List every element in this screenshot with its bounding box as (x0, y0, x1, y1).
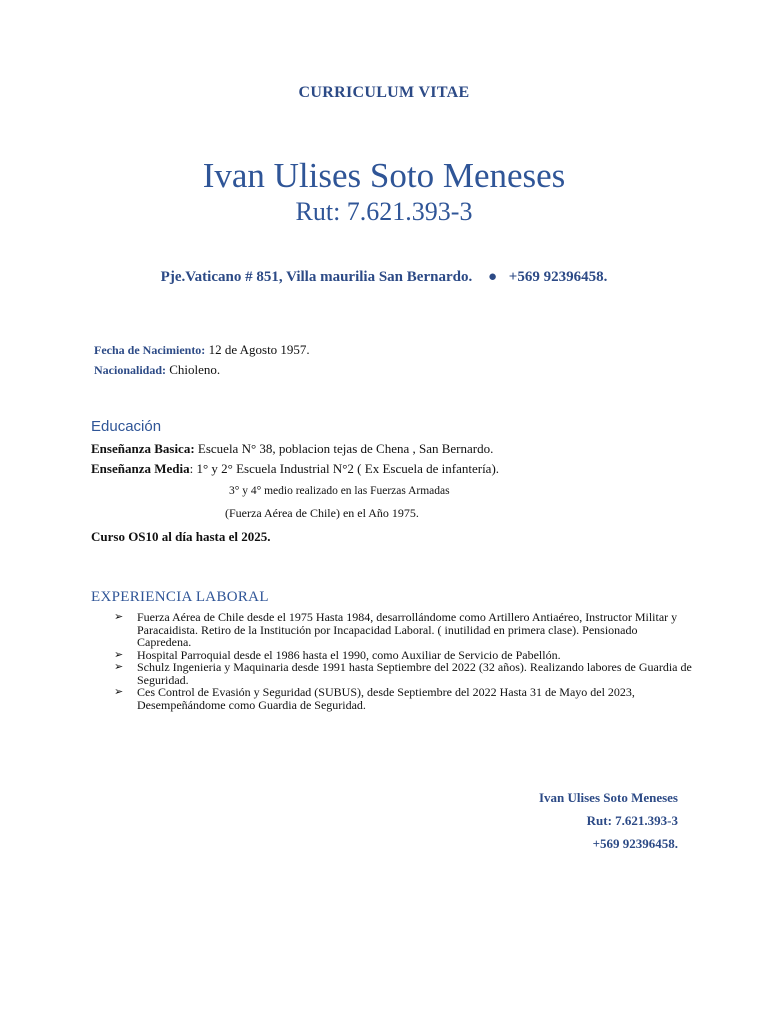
arrow-bullet-icon: ➢ (114, 647, 124, 661)
birth-date-label: Fecha de Nacimiento: (94, 343, 206, 357)
education-course: Curso OS10 al día hasta el 2025. (91, 529, 271, 544)
education-media (91, 461, 499, 477)
education-media-line-2: 3° y 4° medio realizado en las Fuerzas Armadas (229, 485, 450, 497)
bullet-icon: ● (487, 269, 498, 285)
birth-date-row (94, 340, 310, 360)
address-text: Pje.Vaticano # 851, Villa maurilia San Bernardo. (160, 269, 473, 285)
education-basic (91, 441, 493, 457)
list-item (112, 611, 692, 649)
signature-rut: Rut: 7.621.393-3 (586, 813, 678, 828)
arrow-bullet-icon: ➢ (114, 660, 124, 673)
experience-text: Fuerza Aérea de Chile desde el 1975 Hasta 1984, desarrollándome como Artillero Antiaéreo, Instructor Militar y Paracaidista. Retiro de la Institución por Incapacidad Laboral. ( inutilidad en primera clase). Pensionado Capredena. (137, 610, 678, 649)
candidate-name: Ivan Ulises Soto Meneses (202, 156, 566, 195)
nationality-row (94, 360, 310, 380)
list-item (112, 661, 692, 686)
education-media-value: : 1° y 2° Escuela Industrial N°2 ( Ex Escuela de infantería). (189, 461, 500, 476)
education-heading: Educación (91, 418, 162, 435)
experience-list (112, 611, 692, 711)
education-basic-label: Enseñanza Basica: (91, 441, 195, 456)
nationality-label: Nacionalidad: (94, 363, 167, 377)
signature-name: Ivan Ulises Soto Meneses (538, 790, 678, 805)
experience-text: Schulz Ingenieria y Maquinaria desde 1991 hasta Septiembre del 2022 (32 años). Realizando labores de Guardia de Seguridad. (137, 660, 692, 687)
education-media-line-3: (Fuerza Aérea de Chile) en el Año 1975. (225, 506, 419, 520)
arrow-bullet-icon: ➢ (114, 685, 124, 698)
document-title: CURRICULUM VITAE (298, 84, 470, 101)
birth-date-value: 12 de Agosto 1957. (205, 342, 310, 357)
signature-phone: +569 92396458. (592, 836, 678, 851)
nationality-value: Chioleno. (166, 362, 221, 377)
experience-heading: EXPERIENCIA LABORAL (91, 589, 269, 605)
education-basic-value: Escuela N° 38, poblacion tejas de Chena , San Bernardo. (194, 441, 494, 456)
candidate-rut: Rut: 7.621.393-3 (295, 197, 473, 226)
arrow-bullet-icon: ➢ (114, 610, 124, 623)
contact-line (0, 269, 768, 286)
phone-text: +569 92396458. (508, 269, 608, 285)
education-media-label: Enseñanza Media (91, 461, 190, 476)
list-item (112, 686, 692, 711)
experience-text: Ces Control de Evasión y Seguridad (SUBUS), desde Septiembre del 2022 Hasta 31 de Mayo del 2023, Desempeñándome como Guardia de Seguridad. (137, 685, 635, 712)
personal-info (94, 340, 310, 380)
experience-text: Hospital Parroquial desde el 1986 hasta el 1990, como Auxiliar de Servicio de Pabellón. (137, 647, 561, 662)
